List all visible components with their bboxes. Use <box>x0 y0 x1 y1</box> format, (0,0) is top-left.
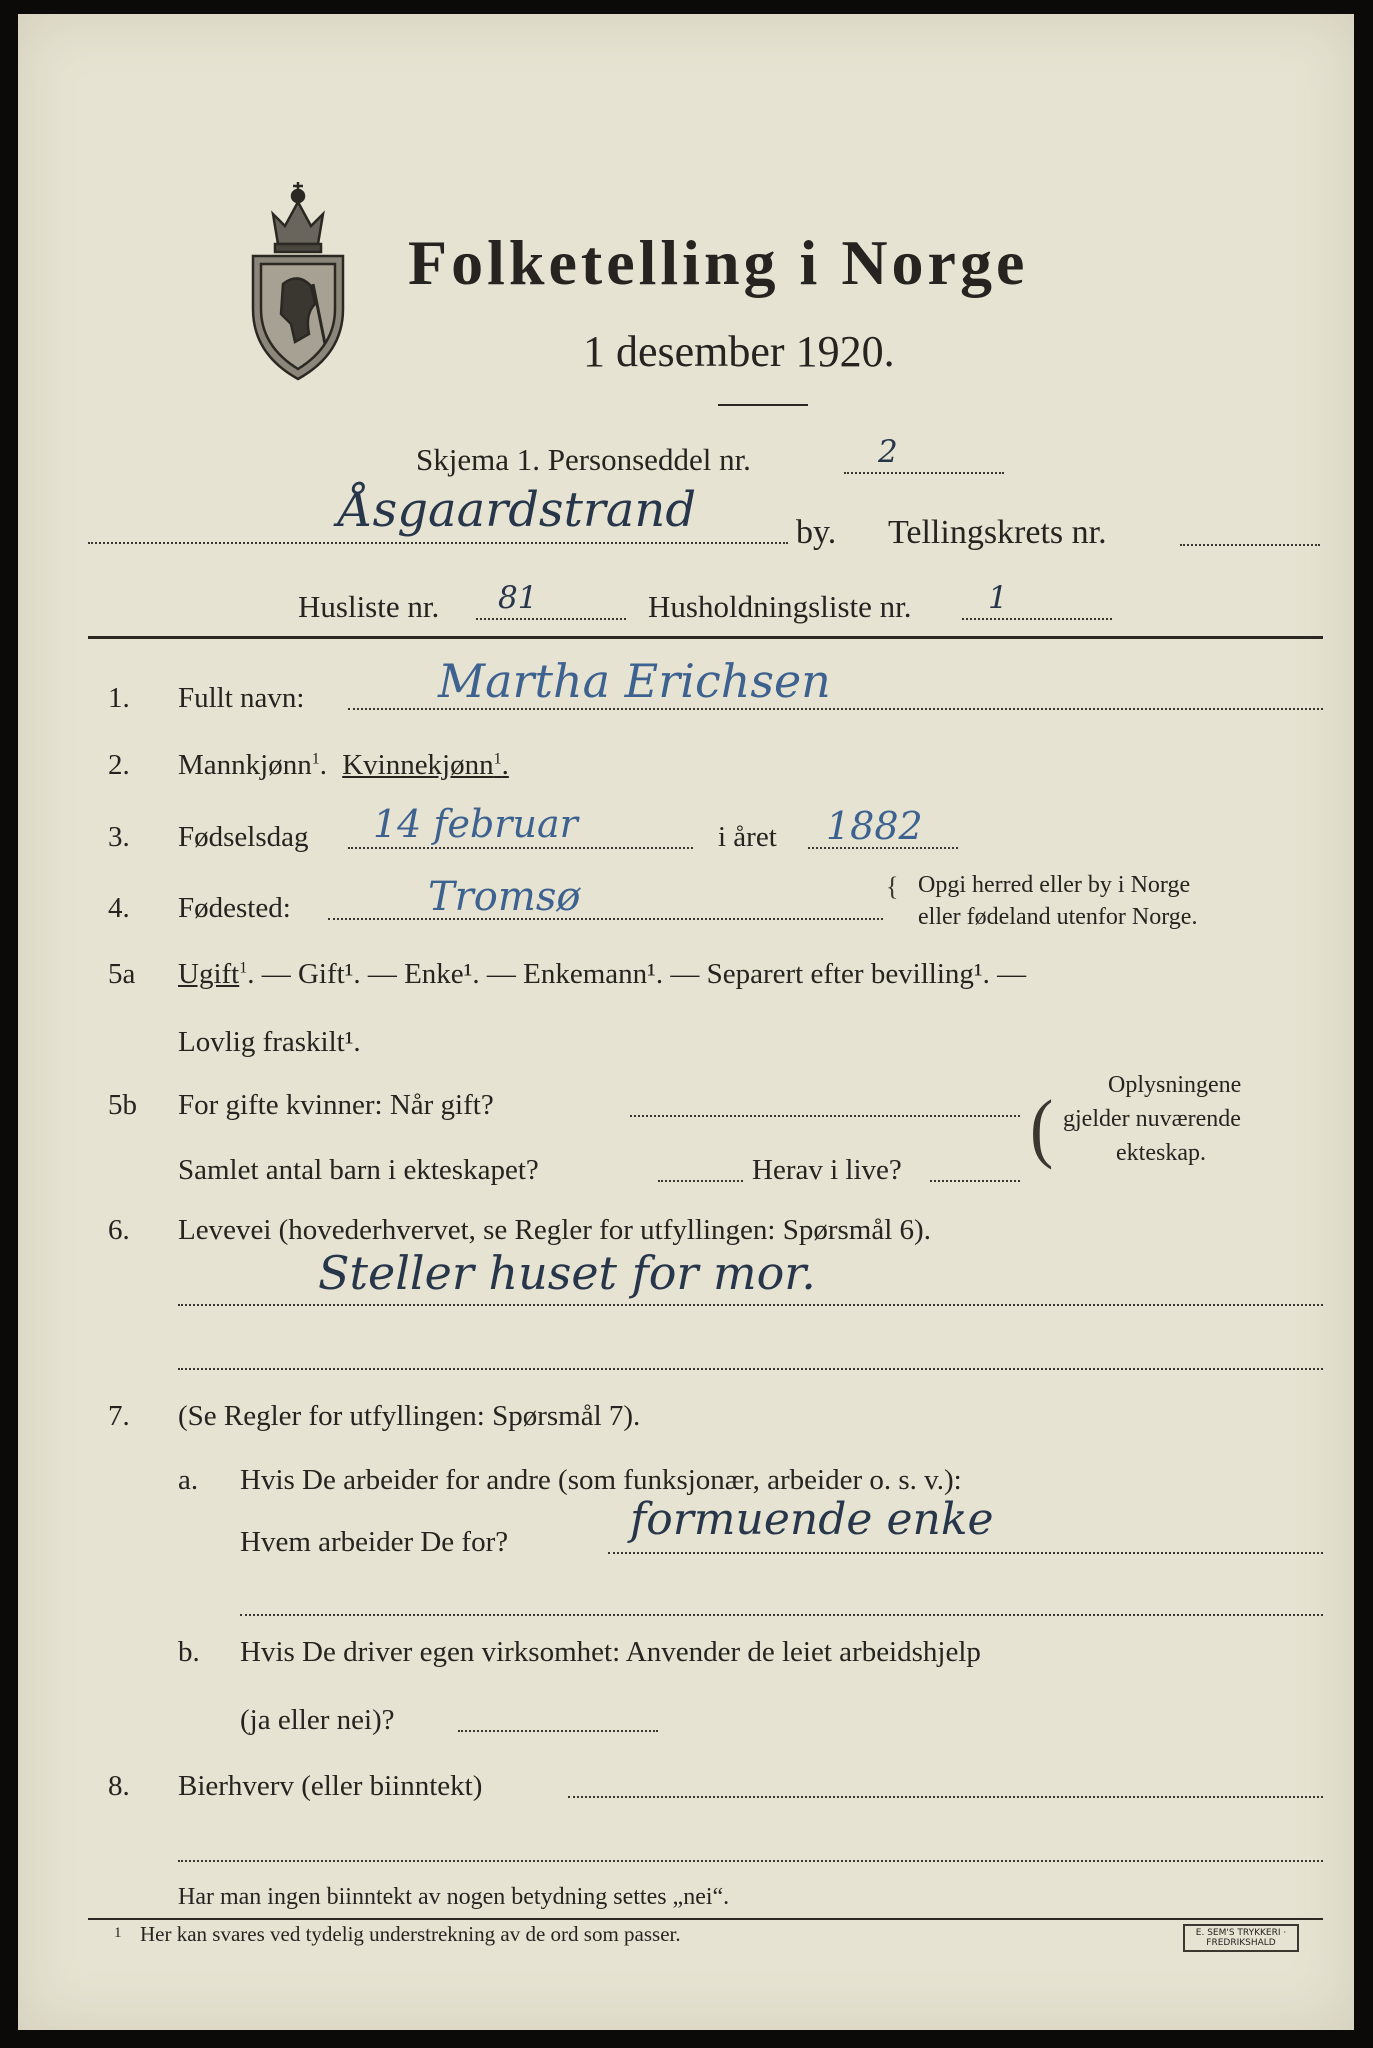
birthplace-value: Tromsø <box>428 874 581 920</box>
full-name-value: Martha Erichsen <box>438 654 831 708</box>
occupation-field-line1[interactable] <box>178 1304 1323 1306</box>
header-rule <box>88 636 1323 639</box>
printer-stamp: E. SEM'S TRYKKERI · FREDRIKSHALD <box>1183 1924 1299 1952</box>
q1-number: 1. <box>108 682 130 714</box>
footnote-text: Her kan svares ved tydelig understrekning av de ord som passer. <box>140 1922 681 1946</box>
marital-status-options: Ugift$^1$. — Gift¹. — Enke¹. — Enkemann¹. — Separert efter bevilling¹. — <box>178 958 1027 990</box>
husliste-label: Husliste nr. <box>298 589 440 624</box>
alive-field[interactable] <box>930 1180 1020 1182</box>
occupation-field-line2[interactable] <box>178 1368 1323 1370</box>
q8-number: 8. <box>108 1770 130 1802</box>
q2-number: 2. <box>108 749 130 781</box>
q4-label: Fødested: <box>178 892 291 924</box>
q4-number: 4. <box>108 892 130 924</box>
q5b-number: 5b <box>108 1089 137 1121</box>
town-field[interactable] <box>88 542 788 544</box>
side-income-field-line2[interactable] <box>178 1860 1323 1862</box>
norwegian-coat-of-arms-icon <box>243 174 353 384</box>
personseddel-field[interactable] <box>844 472 1004 474</box>
q3-number: 3. <box>108 821 130 853</box>
form-title: Folketelling i Norge <box>408 227 1029 298</box>
q7-label: (Se Regler for utfyllingen: Spørsmål 7). <box>178 1400 641 1432</box>
birthplace-note-line1: Opgi herred eller by i Norge <box>918 872 1191 898</box>
footer-rule <box>88 1918 1323 1920</box>
birthday-field[interactable] <box>348 847 693 849</box>
q8-label: Bierhverv (eller biinntekt) <box>178 1770 483 1802</box>
occupation-value: Steller huset for mor. <box>318 1246 816 1300</box>
husholdning-value: 1 <box>988 580 1008 616</box>
q7b-text: Hvis De driver egen virksomhet: Anvender de leiet arbeidshjelp <box>240 1636 981 1668</box>
husholdning-field[interactable] <box>962 618 1112 620</box>
town-suffix: by. <box>796 514 837 551</box>
tellingskrets-label: Tellingskrets nr. <box>888 514 1107 551</box>
q3-label: Fødselsdag <box>178 821 309 853</box>
personseddel-value: 2 <box>878 434 898 470</box>
lovlig-fraskilt-option[interactable]: Lovlig fraskilt¹. <box>178 1026 361 1058</box>
title-divider <box>718 404 808 406</box>
q7a-letter: a. <box>178 1464 199 1496</box>
q7a-text: Hvis De arbeider for andre (som funksjonær, arbeider o. s. v.): <box>240 1464 962 1496</box>
side-income-field-line1[interactable] <box>568 1796 1323 1798</box>
birthday-value: 14 februar <box>373 802 578 846</box>
marriage-note-line3: ekteskap. <box>1116 1140 1206 1166</box>
marriage-note-line2: gjelder nuværende <box>1063 1106 1241 1132</box>
marriage-note-line1: Oplysningene <box>1108 1072 1242 1098</box>
birth-year-value: 1882 <box>826 804 923 848</box>
tellingskrets-field[interactable] <box>1180 544 1320 546</box>
gender-options <box>178 749 509 782</box>
town-value: Åsgaardstrand <box>338 482 697 538</box>
q6-number: 6. <box>108 1214 130 1246</box>
q1-label: Fullt navn: <box>178 682 305 714</box>
other-marital-options[interactable]: . — Gift¹. — Enke¹. — Enkemann¹. — Separert efter bevilling¹. — <box>247 958 1027 990</box>
q5a-number: 5a <box>108 958 136 990</box>
husliste-value: 81 <box>498 580 538 616</box>
q6-label: Levevei (hovederhvervet, se Regler for utfyllingen: Spørsmål 6). <box>178 1214 931 1246</box>
full-name-field[interactable] <box>348 708 1323 710</box>
hired-help-field[interactable] <box>458 1730 658 1732</box>
birthplace-note-brace: { <box>886 872 899 901</box>
husliste-field[interactable] <box>476 618 626 620</box>
employer-field-line2[interactable] <box>240 1614 1323 1616</box>
q7-number: 7. <box>108 1400 130 1432</box>
skjema-label: Skjema 1. Personseddel nr. <box>416 442 751 477</box>
footnote-number: 1 <box>114 1925 122 1941</box>
children-field[interactable] <box>658 1180 743 1182</box>
q7b-question: (ja eller nei)? <box>240 1704 395 1736</box>
ugift-option[interactable]: Ugift <box>178 958 240 990</box>
children-label: Samlet antal barn i ekteskapet? <box>178 1154 539 1186</box>
male-option[interactable]: Mannkjønn$^1$. <box>178 749 327 781</box>
q7a-question: Hvem arbeider De for? <box>240 1526 509 1558</box>
birthplace-note-line2: eller fødeland utenfor Norge. <box>918 904 1198 930</box>
year-label: i året <box>718 821 777 853</box>
female-option[interactable]: Kvinnekjønn$^1$. <box>342 749 509 781</box>
married-when-field[interactable] <box>630 1115 1020 1117</box>
married-when-label: For gifte kvinner: Når gift? <box>178 1089 494 1121</box>
husholdning-label: Husholdningsliste nr. <box>648 589 912 624</box>
employer-field-line1[interactable] <box>608 1552 1323 1554</box>
alive-label: Herav i live? <box>752 1154 902 1186</box>
side-income-note: Har man ingen biinntekt av nogen betydning settes „nei“. <box>178 1884 730 1910</box>
census-date: 1 desember 1920. <box>583 327 895 376</box>
q7b-letter: b. <box>178 1636 200 1668</box>
employer-value: formuende enke <box>630 1494 994 1545</box>
census-form-page <box>18 14 1354 2030</box>
marriage-note-brace: ( <box>1030 1086 1054 1171</box>
birthplace-field[interactable] <box>328 918 883 920</box>
